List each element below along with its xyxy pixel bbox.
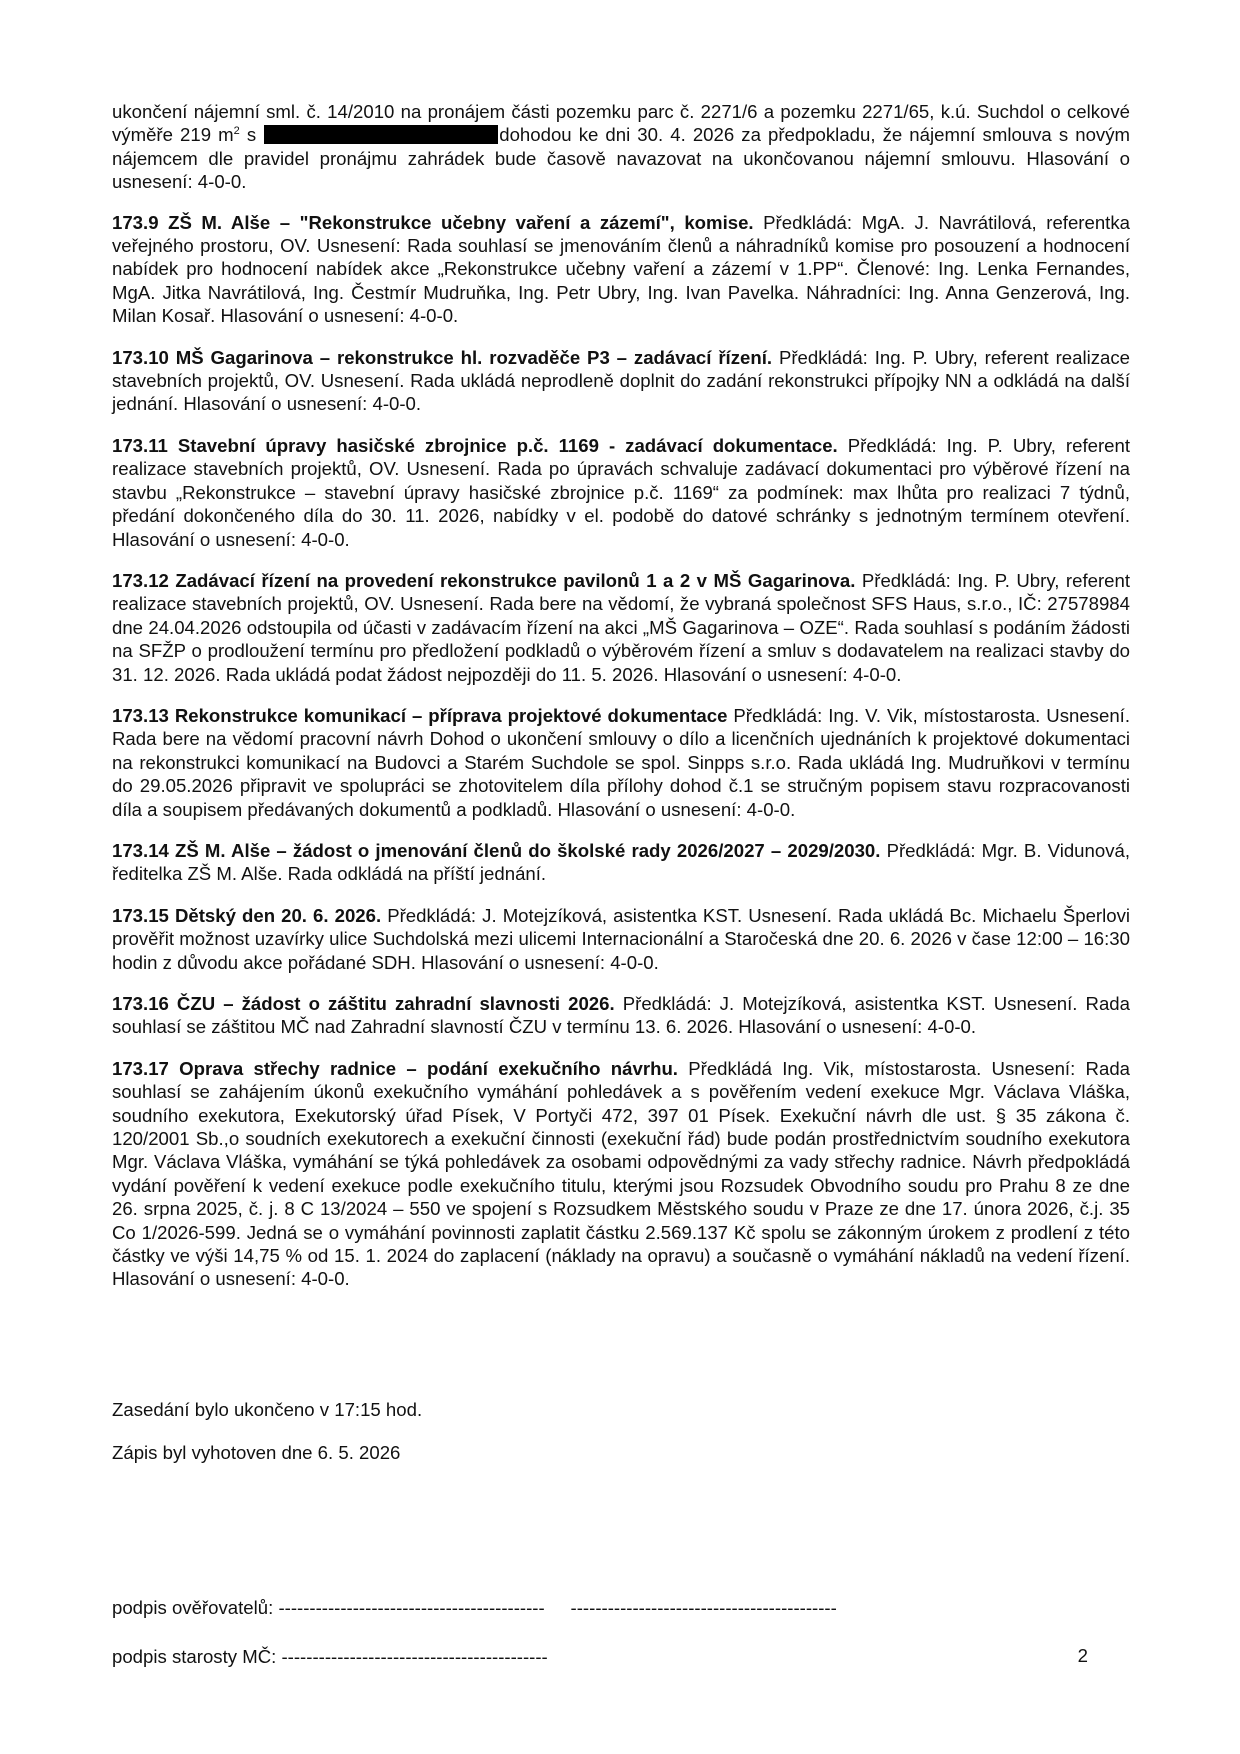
redaction-bar (264, 125, 498, 144)
item-body: Předkládá: Ing. V. Vik, místostarosta. Usnesení. Rada bere na vědomí pracovní návrh Dohod o ukončení smlouvy o dílo a licenčních ujednáních k projektové dokumentaci na rekonstrukci komunikací na Budovci a Starém Suchdole se spol. Sinpps s.r.o. Rada ukládá Ing. Mudruňkovi v termínu do 29.05.2026 připravit ve spolupráci se zhotovitelem díla přílohy dohod č.1 se stručným popisem stavu rozpracovanosti díla a soupisem předávaných dokumentů a podkladů. Hlasování o usnesení: 4-0-0. (112, 704, 1130, 820)
item-body: Předkládá: Ing. P. Ubry, referent realizace stavebních projektů, OV. Usnesení. Rada po úpravách schvaluje zadávací dokumentaci pro výběrové řízení na stavbu „Rekonstrukce – stavební úpravy hasičské zbrojnice p.č. 1169“ za podmínek: max lhůta pro realizaci 7 týdnů, předání dokončeného díla do 30. 11. 2026, nabídky v el. podobě do datové schránky s jednotným termínem otevření. Hlasování o usnesení: 4-0-0. (112, 434, 1130, 550)
item-173-15 (112, 904, 1130, 974)
item-title: 173.9 ZŠ M. Alše – "Rekonstrukce učebny vaření a zázemí", komise. (112, 211, 754, 233)
verifier-2-line: ------------------------------------------- (570, 1597, 837, 1618)
lead-paragraph (112, 100, 1130, 194)
verifiers-label: podpis ověřovatelů: (112, 1597, 274, 1618)
item-body: Předkládá Ing. Vik, místostarosta. Usnesení: Rada souhlasí se zahájením úkonů exekučního vymáhání pohledávek a s pověřením vedení exekuce Mgr. Václava Vláška, soudního exekutora, Exekutorský úřad Písek, V Portyči 472, 397 01 Písek. Exekuční návrh dle ust. § 35 zákona č. 120/2001 Sb.,o soudních exekutorech a exekuční činnosti (exekuční řád) bude podán prostřednictvím soudního exekutora Mgr. Václava Vláška, vymáhání se týká pohledávek za osobami odpovědnými za vady střechy radnice. Návrh předpokládá vydání pověření k vedení exekuce podle exekučního titulu, kterými jsou Rozsudek Obvodního soudu pro Prahu 8 ze dne 26. srpna 2025, č. j. 8 C 13/2024 – 550 ve spojení s Rozsudkem Městského soudu v Praze ze dne 17. února 2026, č.j. 35 Co 1/2026-599. Jedná se o vymáhání povinnosti zaplatit částku 2.569.137 Kč spolu se zákonným úrokem z prodlení z této částky ve výši 14,75 % od 15. 1. 2024 do zaplacení (náklady na opravu) a současně o vymáhání nákladů na vedení řízení. Hlasování o usnesení: 4-0-0. (112, 1057, 1131, 1290)
mayor-label: podpis starosty MČ: (112, 1646, 277, 1667)
item-body: Předkládá: Ing. P. Ubry, referent realizace stavebních projektů, OV. Usnesení. Rada ukládá neprodleně doplnit do zadání rekonstrukci přípojky NN a odkládá na další jednání. Hlasování o usnesení: 4-0-0. (112, 346, 1131, 415)
item-title: 173.12 Zadávací řízení na provedení rekonstrukce pavilonů 1 a 2 v MŠ Gagarinova. (112, 569, 856, 591)
item-body: Předkládá: J. Motejzíková, asistentka KST. Usnesení. Rada souhlasí se záštitou MČ nad Zahradní slavností ČZU v termínu 13. 6. 2026. Hlasování o usnesení: 4-0-0. (112, 993, 1130, 1038)
item-173-13 (112, 704, 1130, 821)
superscript: 2 (233, 125, 240, 138)
item-173-17 (112, 1057, 1130, 1291)
item-173-14 (112, 839, 1130, 886)
meeting-end-note: Zasedání bylo ukončeno v 17:15 hod. (112, 1399, 423, 1420)
mayor-signature-line (112, 1645, 548, 1668)
item-173-16 (112, 992, 1130, 1039)
lead-text-3: dohodou ke dni 30. 4. 2026 za předpokladu, že nájemní smlouva s novým nájemcem dle pravidel pronájmu zahrádek bude časově navazovat na ukončovanou nájemní smlouvu. Hlasování o usnesení: 4-0-0. (112, 124, 1130, 193)
item-173-9 (112, 211, 1130, 328)
item-title: 173.14 ZŠ M. Alše – žádost o jmenování členů do školské rady 2026/2027 – 2029/2030. (112, 839, 881, 861)
mayor-line: ------------------------------------------- (281, 1646, 548, 1667)
document-body (112, 100, 1130, 1309)
item-173-11 (112, 434, 1130, 551)
item-title: 173.13 Rekonstrukce komunikací – příprava projektové dokumentace (112, 704, 728, 726)
verifiers-signature-line (112, 1596, 837, 1619)
page-number: 2 (1077, 1645, 1088, 1666)
lead-text-1: ukončení nájemní sml. č. 14/2010 na pronájem části pozemku parc č. 2271/6 a pozemku 2271/65, k.ú. Suchdol o celkové výměře 219 m (112, 101, 1130, 146)
item-title: 173.10 MŠ Gagarinova – rekonstrukce hl. rozvaděče P3 – zadávací řízení. (112, 346, 773, 368)
item-173-12 (112, 569, 1130, 686)
lead-text-2: s (239, 124, 264, 146)
item-body: Předkládá: MgA. J. Navrátilová, referentka veřejného prostoru, OV. Usnesení: Rada souhlasí se jmenováním členů a náhradníků komise pro posouzení a hodnocení nabídek pro hodnocení nabídek akce „Rekonstrukce učebny vaření a zázemí v 1.PP“. Členové: Ing. Lenka Fernandes, MgA. Jitka Navrátilová, Ing. Čestmír Mudruňka, Ing. Petr Ubry, Ing. Ivan Pavelka. Náhradníci: Ing. Anna Genzerová, Ing. Milan Kosař. Hlasování o usnesení: 4-0-0. (112, 211, 1130, 327)
item-173-10 (112, 346, 1130, 416)
item-body: Předkládá: J. Motejzíková, asistentka KST. Usnesení. Rada ukládá Bc. Michaelu Šperlovi prověřit možnost uzavírky ulice Suchdolská mezi ulicemi Internacionální a Staročeská dne 20. 6. 2026 v čase 12:00 – 16:30 hodin z důvodu akce pořádané SDH. Hlasování o usnesení: 4-0-0. (112, 904, 1131, 973)
item-title: 173.16 ČZU – žádost o záštitu zahradní slavnosti 2026. (112, 993, 615, 1014)
item-title: 173.11 Stavební úpravy hasičské zbrojnice p.č. 1169 - zadávací dokumentace. (112, 434, 838, 456)
item-title: 173.15 Dětský den 20. 6. 2026. (112, 904, 382, 926)
minutes-date-note: Zápis byl vyhotoven dne 6. 5. 2026 (112, 1442, 401, 1463)
item-title: 173.17 Oprava střechy radnice – podání exekučního návrhu. (112, 1057, 678, 1079)
item-body: Předkládá: Mgr. B. Vidunová, ředitelka ZŠ M. Alše. Rada odkládá na příští jednání. (112, 839, 1130, 885)
item-body: Předkládá: Ing. P. Ubry, referent realizace stavebních projektů, OV. Usnesení. Rada bere na vědomí, že vybraná společnost SFS Haus, s.r.o., IČ: 27578984 dne 24.04.2026 odstoupila od účasti v zadávacím řízení na akci „MŠ Gagarinova – OZE“. Rada souhlasí s podáním žádosti na SFŽP o prodloužení termínu pro předložení podkladů o výběrovém řízení a smluv s dodavatelem na realizaci stavby do 31. 12. 2026. Rada ukládá podat žádost nejpozději do 11. 5. 2026. Hlasování o usnesení: 4-0-0. (112, 569, 1130, 685)
verifier-1-line: ------------------------------------------- (278, 1597, 545, 1618)
